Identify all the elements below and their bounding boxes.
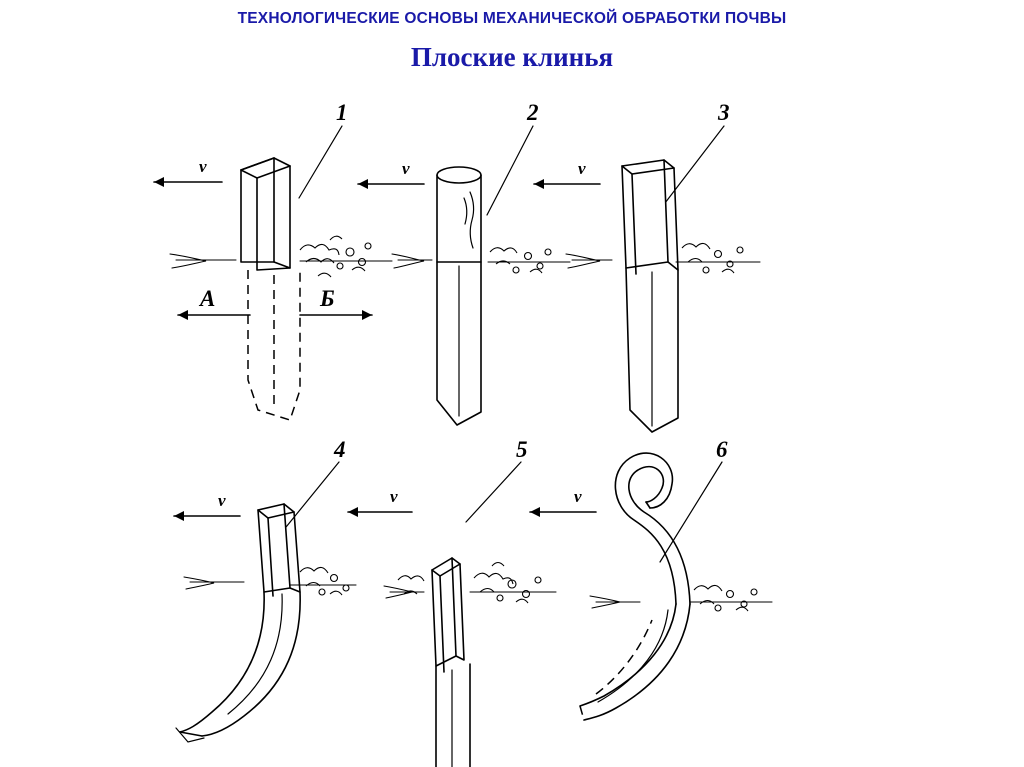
wedge-6-spring-outer [615,453,676,604]
soil-clods-4 [300,567,349,595]
wedge-6-spring-inner [629,467,690,604]
wedge-6-group [530,437,772,720]
wedge-2-group [358,100,570,425]
soil-tuft-4 [184,577,214,589]
flat-wedges-diagram [0,80,1024,767]
velocity-label-3: v [578,159,586,178]
velocity-arrow-6 [530,487,596,517]
wedge-label-1: 1 [336,100,348,125]
leader-line-6 [660,462,722,562]
velocity-label-4: v [218,491,226,510]
force-a-label: А [200,286,216,311]
wedge-label-4: 4 [334,437,346,462]
wedge-1-side-face [274,158,290,268]
soil-clods-5 [398,563,541,604]
figure-container [0,80,1024,767]
soil-tuft-3 [566,254,600,268]
wedge-6-foot-tip [580,706,584,720]
force-b-label: Б [320,286,335,311]
wedge-label-6: 6 [716,437,728,462]
wedge-4-group [174,437,356,742]
wedge-label-2: 2 [527,100,539,125]
wedge-3-group [534,100,760,432]
velocity-label-2: v [402,159,410,178]
wedge-6-foot-bottom [584,604,690,720]
wedge-2-top-ellipse [437,167,481,183]
soil-clods-3 [682,243,743,273]
wedge-2-body [437,175,481,262]
page-title: ТЕХНОЛОГИЧЕСКИЕ ОСНОВЫ МЕХАНИЧЕСКОЙ ОБРАБОТКИ ПОЧВЫ [237,10,787,27]
wedge-label-5: 5 [516,437,528,462]
wedge-5-group [348,437,556,767]
page-subtitle: Плоские клинья [410,42,614,72]
velocity-label-6: v [574,487,582,506]
velocity-arrow-4 [174,491,240,521]
leader-line-2 [487,126,533,215]
velocity-label-1: v [199,157,207,176]
wedge-5-underground [436,664,470,767]
force-b-arrow [300,286,372,320]
leader-line-4 [282,462,339,532]
wedge-1-group [154,100,392,420]
wedge-6-spring-tip [646,502,650,508]
wedge-3-front-face [622,160,668,268]
wedge-4-shank-tip [180,732,202,736]
force-a-arrow [178,286,250,320]
wedge-4-curved-shank-right [202,592,300,736]
wedge-6-foot-top [580,604,676,706]
soil-tuft-2 [392,254,424,268]
soil-clods-1 [300,236,371,277]
soil-tuft-1 [170,254,206,268]
soil-clods-2 [490,248,551,273]
wedge-4-curved-shank-left [180,592,264,732]
velocity-label-5: v [390,487,398,506]
velocity-arrow-1 [154,157,222,187]
leader-line-1 [299,126,342,198]
soil-clods-6 [694,585,757,611]
velocity-arrow-3 [534,159,600,189]
wedge-label-3: 3 [718,100,730,125]
velocity-arrow-5 [348,487,412,517]
velocity-arrow-2 [358,159,424,189]
leader-line-5 [466,462,521,522]
